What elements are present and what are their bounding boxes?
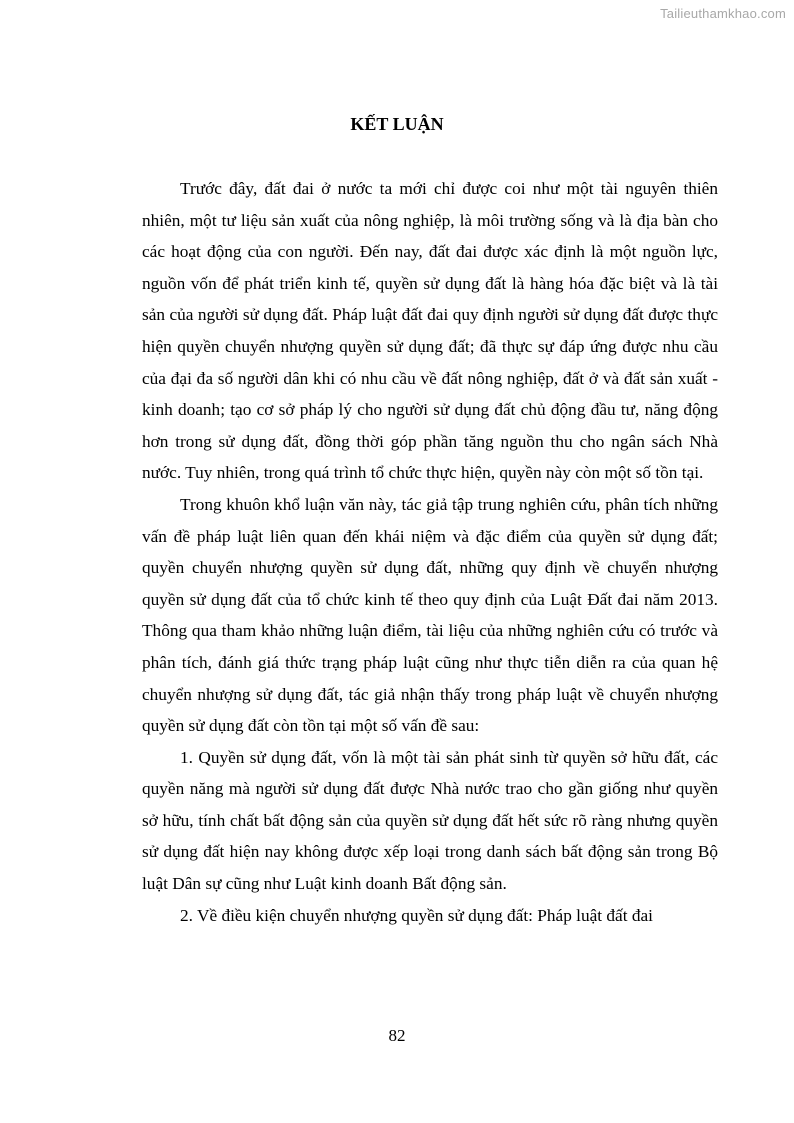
document-body [142, 173, 718, 931]
watermark-text: Tailieuthamkhao.com [660, 6, 786, 21]
paragraph-point-2: 2. Về điều kiện chuyển nhượng quyền sử dụng đất: Pháp luật đất đai [180, 905, 653, 925]
paragraph-point-1: 1. Quyền sử dụng đất, vốn là một tài sản phát sinh từ quyền sở hữu đất, các quyền năng mà người sử dụng đất được Nhà nước trao cho gần giống như quyền sở hữu, tính chất bất động sản của quyền sử dụng đất hết sức rõ ràng nhưng quyền sử dụng đất hiện nay không được xếp loại trong danh sách bất động sản trong Bộ luật Dân sự cũng như Luật kinh doanh Bất động sản. [142, 747, 718, 894]
page-title: KẾT LUẬN [350, 114, 444, 134]
paragraph-intro: Trước đây, đất đai ở nước ta mới chỉ được coi như một tài nguyên thiên nhiên, một tư liệu sản xuất của nông nghiệp, là môi trường sống và là địa bàn cho các hoạt động của con người. Đến nay, đất đai được xác định là một nguồn lực, nguồn vốn để phát triển kinh tế, quyền sử dụng đất là hàng hóa đặc biệt và là tài sản của người sử dụng đất. Pháp luật đất đai quy định người sử dụng đất được thực hiện quyền chuyển nhượng quyền sử dụng đất; đã thực sự đáp ứng được nhu cầu của đại đa số người dân khi có nhu cầu về đất nông nghiệp, đất ở và đất sản xuất - kinh doanh; tạo cơ sở pháp lý cho người sử dụng đất chủ động đầu tư, năng động hơn trong sử dụng đất, đồng thời góp phần tăng nguồn thu cho ngân sách Nhà nước. Tuy nhiên, trong quá trình tổ chức thực hiện, quyền này còn một số tồn tại. [142, 179, 718, 483]
paragraph-scope: Trong khuôn khổ luận văn này, tác giả tập trung nghiên cứu, phân tích những vấn đề pháp luật liên quan đến khái niệm và đặc điểm của quyền sử dụng đất; quyền chuyển nhượng quyền sử dụng đất, những quy định về chuyển nhượng quyền sử dụng đất của tổ chức kinh tế theo quy định của Luật Đất đai năm 2013. Thông qua tham khảo những luận điểm, tài liệu của những nghiên cứu có trước và phân tích, đánh giá thức trạng pháp luật cũng như thực tiễn diễn ra của quan hệ chuyển nhượng sử dụng đất, tác giả nhận thấy trong pháp luật về chuyển nhượng quyền sử dụng đất còn tồn tại một số vấn đề sau: [142, 494, 718, 736]
page-number: 82 [388, 1026, 406, 1045]
